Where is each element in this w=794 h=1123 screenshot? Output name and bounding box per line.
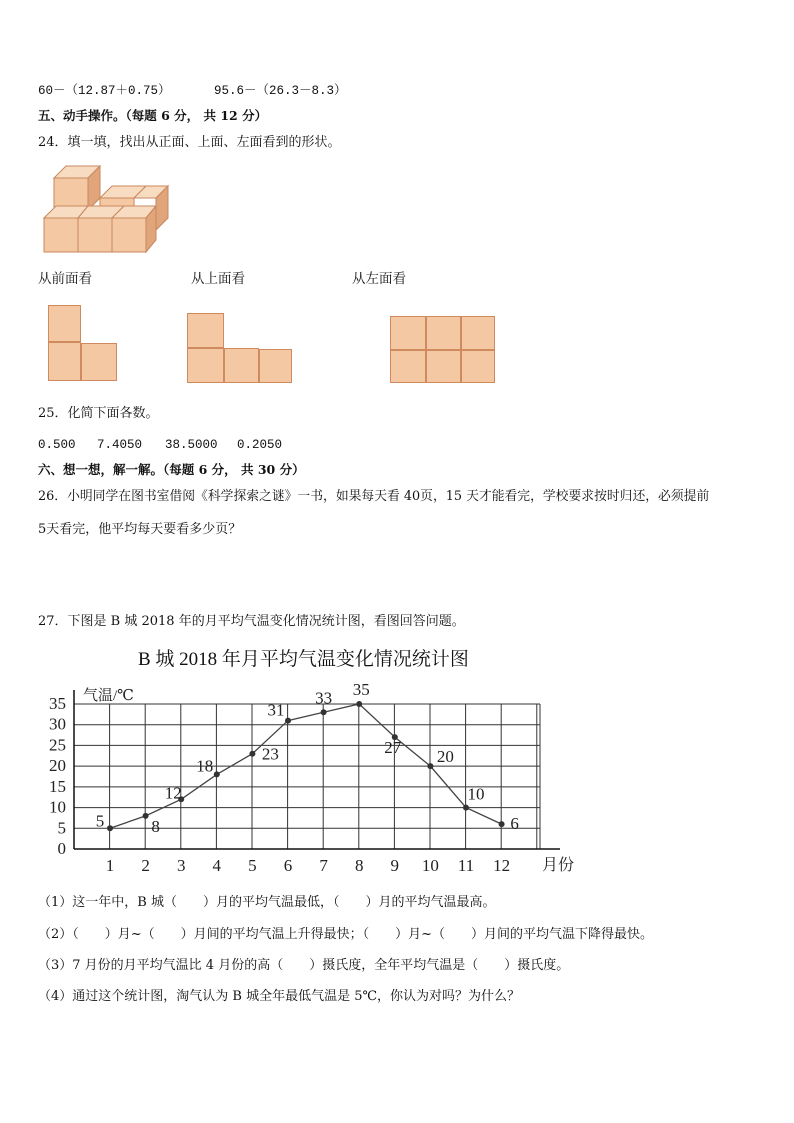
data-label: 35 — [352, 680, 370, 699]
y-tick-label: 20 — [49, 756, 66, 776]
data-label: 18 — [196, 756, 214, 776]
data-point — [214, 771, 220, 777]
q27-sub-4: （4）通过这个统计图，淘气认为 B 城全年最低气温是 5℃，你认为对吗？为什么？ — [38, 989, 521, 1004]
x-tick-label: 12 — [493, 856, 511, 875]
x-tick-label: 10 — [421, 856, 439, 875]
chart-title: B 城 2018 年月平均气温变化情况统计图 — [138, 649, 469, 670]
q26-line-1: 26．小明同学在图书室借阅《科学探索之谜》一书，如果每天看 40页，15 天才能看完，学校要求按时归还，必须提前 — [38, 489, 710, 504]
calc-expr-2: 95.6－（26.3－8.3） — [214, 84, 347, 98]
data-point — [356, 701, 362, 707]
q25-number-2: 7.4050 — [97, 438, 143, 452]
data-label: 33 — [315, 688, 333, 708]
data-label: 31 — [267, 700, 285, 720]
data-point — [321, 709, 327, 715]
data-point — [107, 825, 113, 831]
x-tick-label: 2 — [141, 856, 150, 875]
q27-sub-2: （2）（ ）月~（ ）月间的平均气温上升得最快；（ ）月~（ ）月间的平均气温下降得最快。 — [38, 927, 654, 942]
x-tick-label: 1 — [105, 856, 115, 875]
x-tick-label: 8 — [354, 856, 364, 875]
data-point — [143, 813, 149, 819]
section-5-title: 五、动手操作。（每题 6 分， 共 12 分） — [38, 108, 268, 123]
data-point — [427, 763, 433, 769]
y-tick-label: 15 — [49, 776, 66, 796]
data-point — [499, 821, 505, 827]
chart-x-axis-label: 月份 — [542, 857, 575, 874]
data-label: 27 — [384, 738, 402, 758]
data-label: 10 — [467, 784, 485, 804]
data-label: 12 — [164, 783, 182, 803]
label-left-view: 从左面看 — [352, 271, 406, 287]
data-label: 5 — [95, 811, 105, 831]
calc-expr-1: 60－（12.87＋0.75） — [38, 84, 171, 98]
q25-number-4: 0.2050 — [237, 438, 283, 452]
chart-y-axis-label: 气温/℃ — [83, 688, 134, 704]
q24-text: 24．填一填，找出从正面、上面、左面看到的形状。 — [38, 135, 341, 150]
data-point — [249, 751, 255, 757]
q27-sub-3: （3）7 月份的月平均气温比 4 月份的高（ ）摄氏度，全年平均气温是（ ）摄氏度。 — [38, 958, 570, 973]
y-tick-label: 35 — [49, 694, 66, 713]
q25-number-3: 38.5000 — [165, 438, 218, 452]
data-label: 6 — [510, 814, 519, 834]
data-point — [285, 718, 291, 724]
y-tick-label: 0 — [57, 839, 66, 858]
cube-figure — [40, 160, 172, 256]
q27-sub-1: （1）这一年中，B 城（ ）月的平均气温最低，（ ）月的平均气温最高。 — [38, 895, 496, 910]
temperature-line-chart — [30, 680, 600, 880]
label-front-view: 从前面看 — [38, 271, 92, 287]
data-point — [463, 805, 469, 811]
q27-text: 27．下图是 B 城 2018 年的月平均气温变化情况统计图，看图回答问题。 — [38, 614, 465, 629]
data-label: 20 — [436, 747, 454, 767]
x-tick-label: 7 — [319, 856, 328, 875]
section-6-title: 六、想一想，解一解。（每题 6 分， 共 30 分） — [38, 462, 305, 477]
x-tick-label: 9 — [390, 856, 400, 875]
y-tick-label: 30 — [49, 714, 66, 734]
y-tick-label: 5 — [57, 818, 66, 838]
x-tick-label: 5 — [248, 856, 257, 875]
y-tick-label: 10 — [49, 797, 66, 817]
q25-text: 25．化简下面各数。 — [38, 406, 159, 421]
data-label: 23 — [261, 744, 279, 764]
q26-line-2: 5天看完，他平均每天要看多少页？ — [38, 522, 242, 537]
data-label: 8 — [151, 816, 160, 836]
y-tick-label: 25 — [49, 735, 66, 755]
x-tick-label: 6 — [283, 856, 293, 875]
x-tick-label: 4 — [212, 856, 222, 875]
q25-number-1: 0.500 — [38, 438, 76, 452]
x-tick-label: 11 — [457, 856, 475, 875]
x-tick-label: 3 — [176, 856, 186, 875]
label-top-view: 从上面看 — [191, 271, 245, 287]
